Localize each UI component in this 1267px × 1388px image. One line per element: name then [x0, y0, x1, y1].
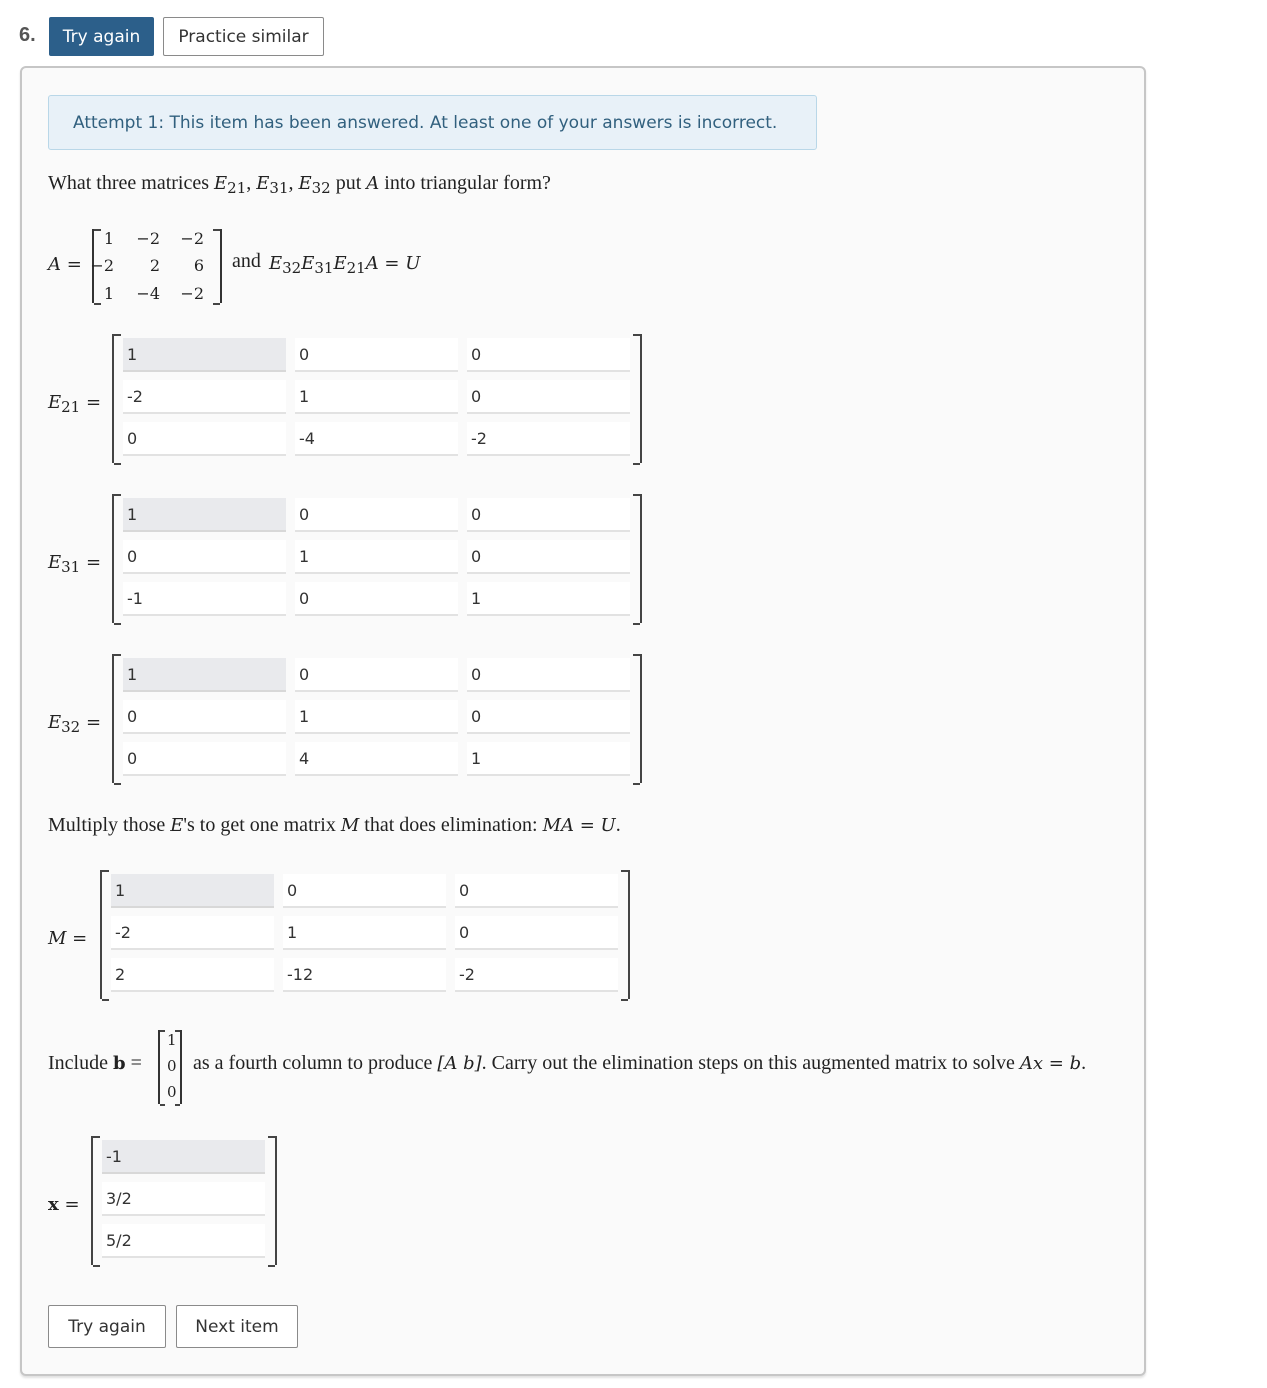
e21-input-2-3[interactable]: 0 — [467, 380, 630, 414]
e31-label: $E_{31}$ = — [48, 552, 102, 576]
e32-input-1-1[interactable]: 1 — [123, 658, 286, 692]
e21-input-3-1[interactable]: 0 — [123, 422, 286, 456]
e31-input-3-3[interactable]: 1 — [467, 582, 630, 616]
m-input-3-2[interactable]: -12 — [283, 958, 446, 992]
e21-input-2-2[interactable]: 1 — [295, 380, 458, 414]
prompt1-middle: put — [335, 172, 362, 194]
e21-input-1-1[interactable]: 1 — [123, 338, 286, 372]
matrix-a-cell-1-2: −2 — [136, 229, 160, 248]
x-vector — [91, 1136, 277, 1265]
e21-input-3-3[interactable]: -2 — [467, 422, 630, 456]
matrix-a-cell-2-3: 6 — [193, 256, 204, 275]
e32-input-2-3[interactable]: 0 — [467, 700, 630, 734]
e21-label: $E_{21}$ = — [48, 392, 102, 416]
matrix-a-and: and — [232, 250, 261, 272]
attempt-alert-text: Attempt 1: This item has been answered. At least one of your answers is incorrect. — [73, 112, 778, 133]
m-matrix — [100, 870, 630, 999]
x-input-2-1[interactable]: 3/2 — [102, 1182, 265, 1216]
e31-input-1-3[interactable]: 0 — [467, 498, 630, 532]
e32-input-3-3[interactable]: 1 — [467, 742, 630, 776]
matrix-a-cell-1-1: 1 — [103, 229, 114, 248]
b-vector-1: 1 — [167, 1031, 177, 1049]
m-input-1-3[interactable]: 0 — [455, 874, 618, 908]
e32-input-1-3[interactable]: 0 — [467, 658, 630, 692]
e31-matrix — [112, 494, 642, 623]
matrix-a-cell-2-1: −2 — [90, 256, 114, 275]
m-input-3-1[interactable]: 2 — [111, 958, 274, 992]
m-input-2-3[interactable]: 0 — [455, 916, 618, 950]
m-input-3-3[interactable]: -2 — [455, 958, 618, 992]
prompt-triangular-form — [48, 172, 551, 197]
prompt-include-b-rest: as a fourth column to produce [A b]. Carry out the elimination steps on this augmented matrix to solve Ax = b. — [193, 1052, 1087, 1074]
prompt1-e21: $E_{21}$ — [214, 173, 247, 197]
e31-input-1-1[interactable]: 1 — [123, 498, 286, 532]
prompt1-sep2: , — [288, 172, 299, 194]
e31-input-2-3[interactable]: 0 — [467, 540, 630, 574]
m-input-2-2[interactable]: 1 — [283, 916, 446, 950]
question-number: 6. — [19, 24, 36, 46]
x-label: x = — [48, 1194, 80, 1215]
e32-input-3-2[interactable]: 4 — [295, 742, 458, 776]
e21-input-1-3[interactable]: 0 — [467, 338, 630, 372]
matrix-a-cell-3-1: 1 — [103, 284, 114, 303]
matrix-a-cell-3-2: −4 — [136, 284, 160, 303]
x-input-1-1[interactable]: -1 — [102, 1140, 265, 1174]
matrix-a-equation: $E_{32}E_{31}E_{21}A = U$ — [269, 253, 421, 277]
prompt-multiply: Multiply those E's to get one matrix M that does elimination: MA = U. — [48, 814, 621, 836]
e32-label: $E_{32}$ = — [48, 712, 102, 736]
prompt1-a: A — [366, 173, 380, 194]
b-vector-2: 0 — [167, 1057, 177, 1075]
b-vector — [158, 1030, 182, 1104]
e31-input-2-2[interactable]: 1 — [295, 540, 458, 574]
b-vector-3: 0 — [167, 1083, 177, 1101]
e21-input-1-2[interactable]: 0 — [295, 338, 458, 372]
x-input-3-1[interactable]: 5/2 — [102, 1224, 265, 1258]
try-again-button-bottom[interactable]: Try again — [48, 1305, 166, 1348]
e31-input-2-1[interactable]: 0 — [123, 540, 286, 574]
next-item-button[interactable]: Next item — [176, 1305, 298, 1348]
m-input-1-1[interactable]: 1 — [111, 874, 274, 908]
e21-input-3-2[interactable]: -4 — [295, 422, 458, 456]
e32-input-1-2[interactable]: 0 — [295, 658, 458, 692]
e21-matrix — [112, 334, 642, 463]
e31-input-1-2[interactable]: 0 — [295, 498, 458, 532]
practice-similar-button[interactable]: Practice similar — [163, 17, 324, 56]
prompt1-before: What three matrices — [48, 172, 210, 194]
e32-matrix — [112, 654, 642, 783]
matrix-a-cell-2-2: 2 — [149, 256, 160, 275]
m-input-1-2[interactable]: 0 — [283, 874, 446, 908]
e21-input-2-1[interactable]: -2 — [123, 380, 286, 414]
prompt1-after: into triangular form? — [384, 172, 551, 194]
matrix-a-cell-1-3: −2 — [180, 229, 204, 248]
prompt1-sep1: , — [246, 172, 257, 194]
matrix-a — [92, 229, 222, 303]
prompt1-e32: $E_{32}$ — [298, 173, 331, 197]
e32-input-2-2[interactable]: 1 — [295, 700, 458, 734]
prompt1-e31: $E_{31}$ — [256, 173, 289, 197]
e32-input-2-1[interactable]: 0 — [123, 700, 286, 734]
prompt-include-b: Include b = — [48, 1052, 142, 1074]
e31-input-3-2[interactable]: 0 — [295, 582, 458, 616]
matrix-a-label: A = — [48, 254, 82, 275]
try-again-button-top[interactable]: Try again — [49, 17, 154, 56]
e32-input-3-1[interactable]: 0 — [123, 742, 286, 776]
e31-input-3-1[interactable]: -1 — [123, 582, 286, 616]
matrix-a-cell-3-3: −2 — [180, 284, 204, 303]
m-input-2-1[interactable]: -2 — [111, 916, 274, 950]
attempt-alert — [48, 95, 817, 150]
m-label: M = — [48, 928, 88, 949]
